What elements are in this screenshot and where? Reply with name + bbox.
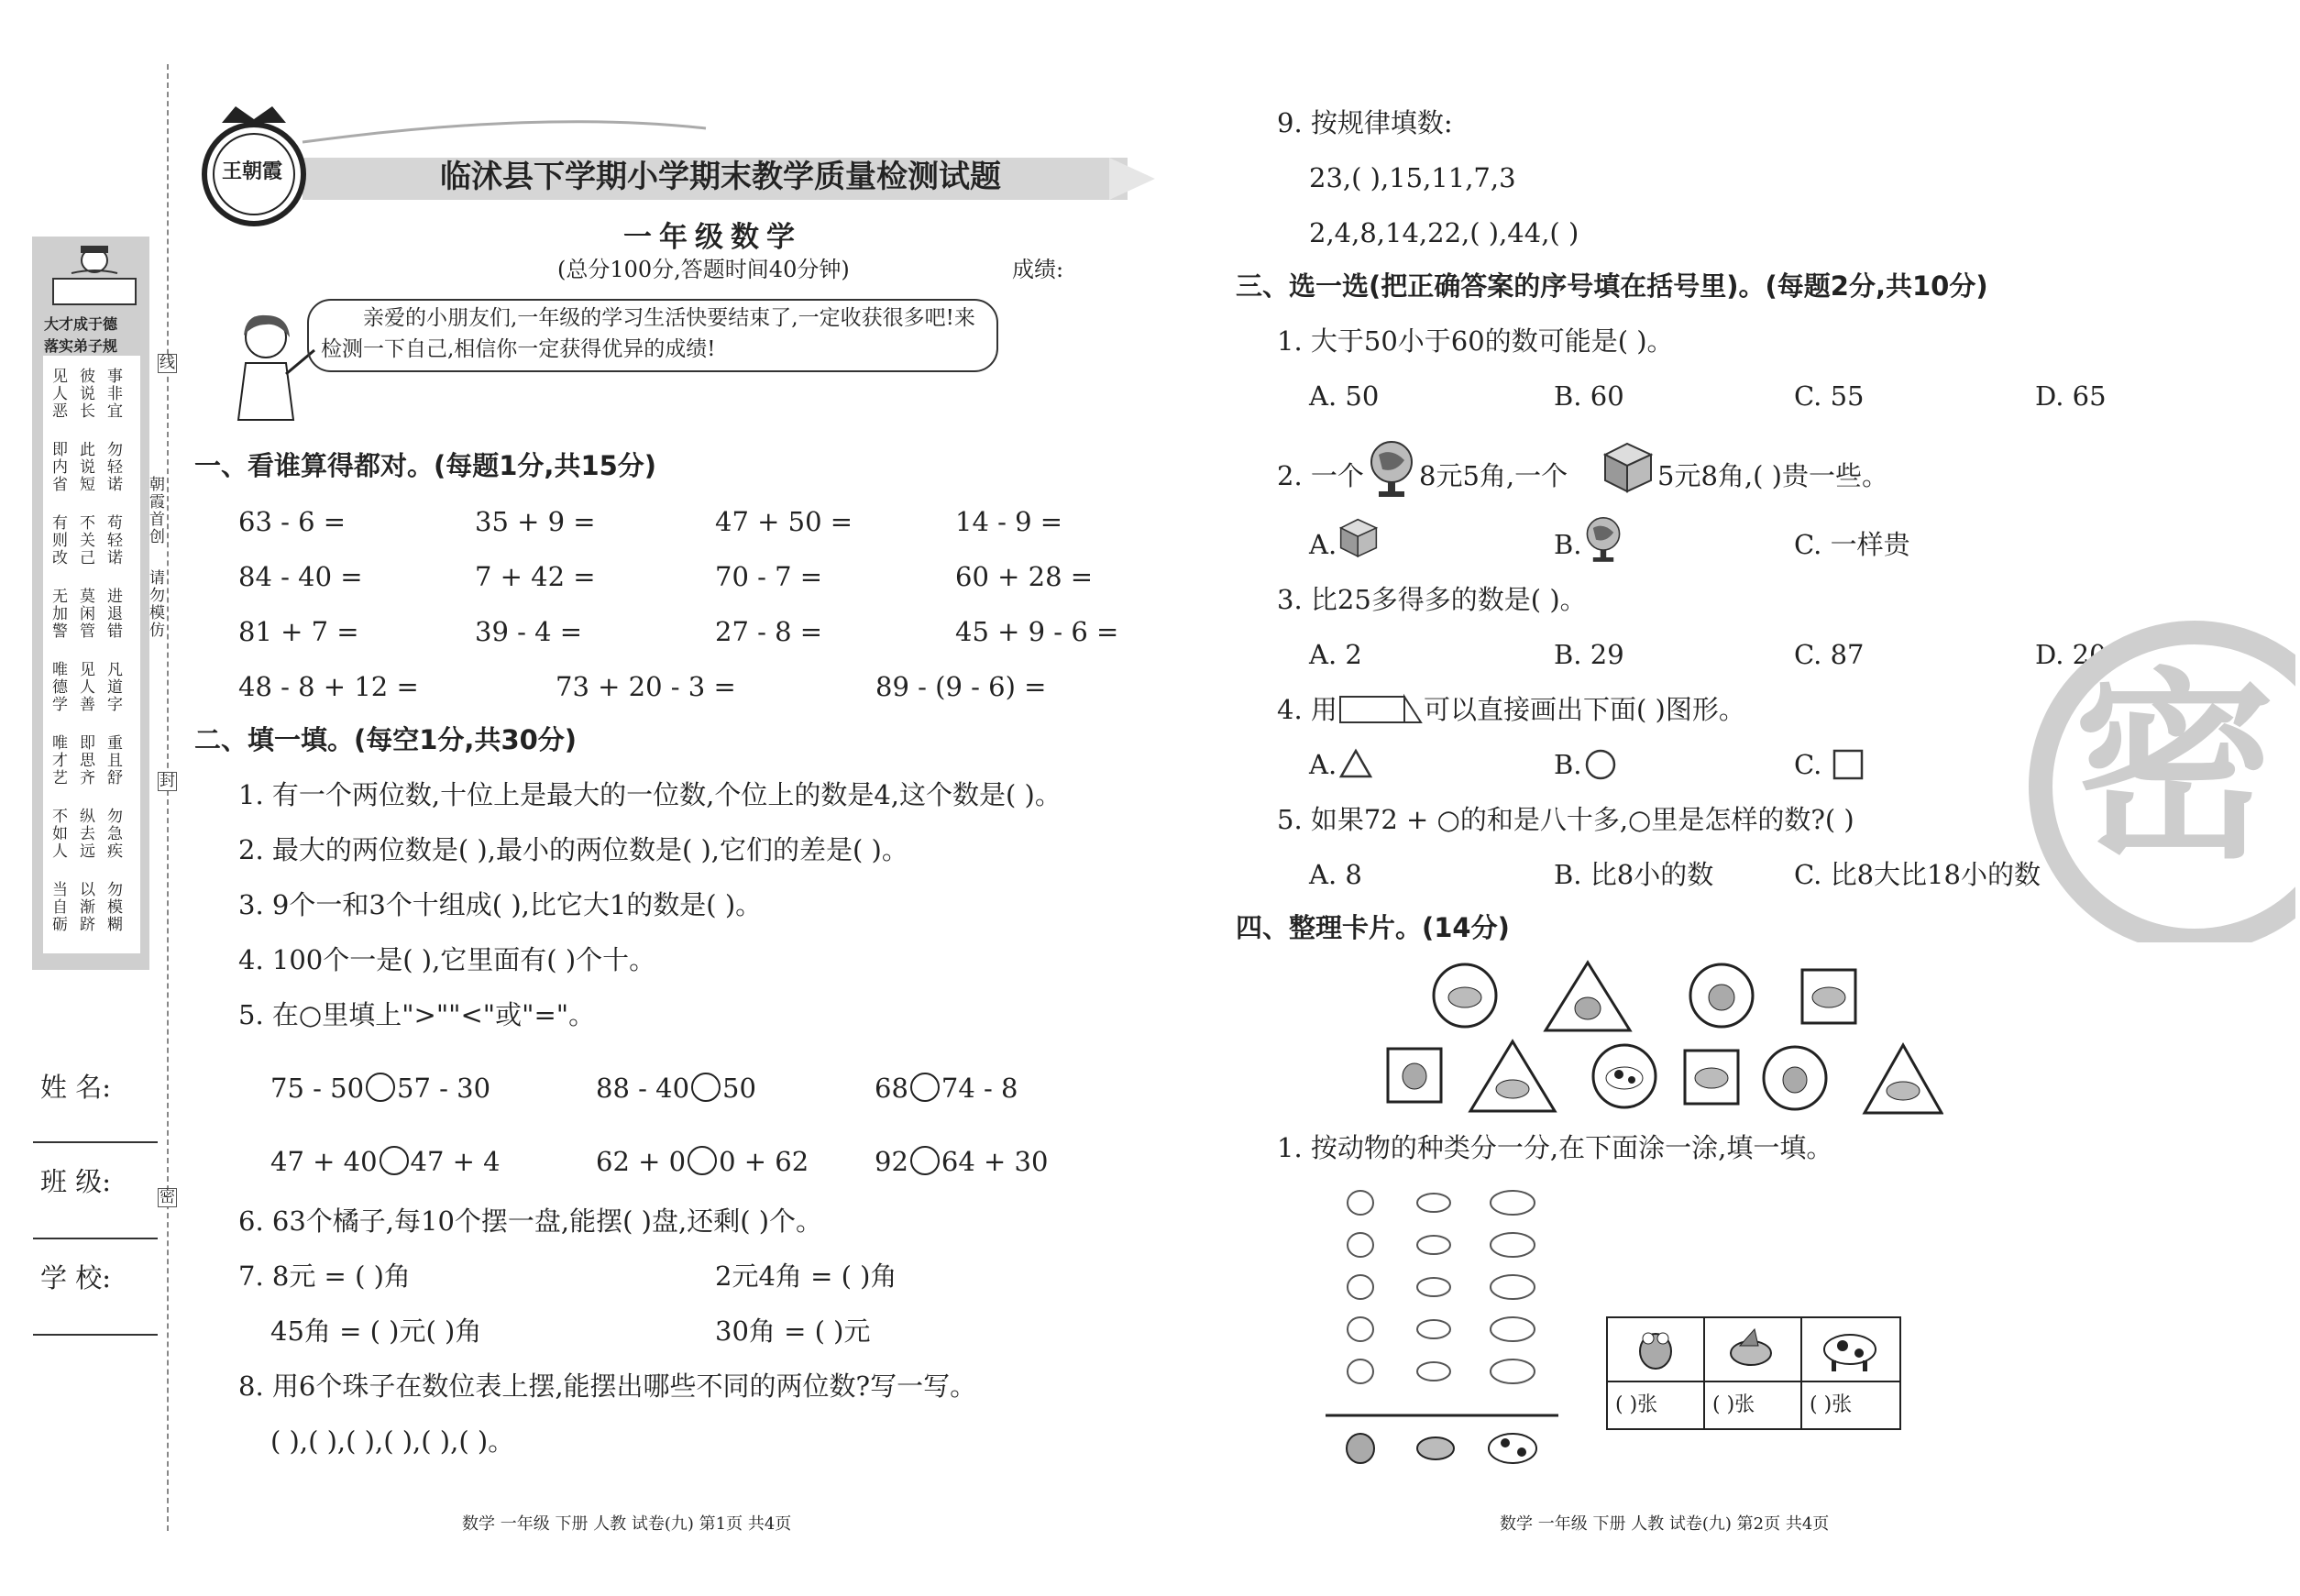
footer-right: 数学 一年级 下册 人教 试卷(九) 第2页 共4页 <box>1500 1514 1830 1534</box>
compare-circle[interactable] <box>380 1146 409 1175</box>
verse: 勿模糊 <box>107 881 123 934</box>
option[interactable]: C. 55 <box>1794 380 1865 412</box>
option[interactable]: C. <box>1794 749 1822 780</box>
rubiks-cube-icon <box>1600 438 1656 495</box>
verse: 无加警 <box>52 588 68 641</box>
verse: 勿轻诺 <box>107 441 123 494</box>
bird-card-icon <box>1685 1051 1738 1104</box>
motto-bottom: 落实弟子规 <box>44 337 118 355</box>
frog-card-icon <box>1764 1047 1826 1109</box>
fold-mark: 线 <box>160 354 175 372</box>
q2-part-c: 5元8角,( )贵一些。 <box>1657 460 1888 491</box>
q2-part-a: 2. 一个 <box>1277 460 1364 491</box>
question-3-3: 3. 比25多得多的数是( )。 <box>1277 584 1587 615</box>
calc-item: 60 + 28 = <box>955 561 1094 592</box>
question-2-6: 6. 63个橘子,每10个摆一盘,能摆( )盘,还剩( )个。 <box>238 1205 823 1237</box>
calc-item: 84 - 40 = <box>238 561 363 592</box>
option[interactable]: A. <box>1309 749 1337 780</box>
verse: 彼说长 <box>80 368 95 421</box>
triangle-icon <box>1338 748 1373 779</box>
question-2-8: 8. 用6个珠子在数位表上摆,能摆出哪些不同的两位数?写一写。 <box>238 1370 977 1402</box>
watermark-char: 密 <box>2074 651 2276 886</box>
question-2-7a: 7. 8元 = ( )角 <box>238 1260 411 1292</box>
rubiks-cube-icon <box>1337 515 1381 559</box>
score-label: 成绩: <box>1012 257 1064 282</box>
verse: 见人善 <box>80 661 95 714</box>
option[interactable]: C. 一样贵 <box>1794 529 1910 560</box>
compare-item <box>270 1146 501 1175</box>
compare-left: 62 + 0 <box>596 1146 687 1177</box>
count-cell[interactable]: ( )张 <box>1810 1393 1853 1416</box>
bird-icon <box>1722 1326 1782 1375</box>
question-3-5: 5. 如果72 + ○的和是八十多,○里是怎样的数?( ) <box>1277 804 1854 835</box>
square-shape-icon <box>1832 748 1865 781</box>
pictograph-grid[interactable] <box>1320 1183 1568 1476</box>
compare-item <box>596 1073 756 1102</box>
globe-icon <box>1364 436 1419 501</box>
question-2-7c: 45角 = ( )元( )角 <box>270 1315 482 1347</box>
question-2-7d: 30角 = ( )元 <box>715 1315 871 1347</box>
option[interactable]: A. 2 <box>1309 639 1362 670</box>
count-table <box>1606 1316 1901 1430</box>
option[interactable]: B. 60 <box>1554 380 1624 412</box>
calc-item: 89 - (9 - 6) = <box>875 671 1047 702</box>
verse: 当自砺 <box>52 881 68 934</box>
compare-circle[interactable] <box>366 1073 395 1102</box>
calc-item: 39 - 4 = <box>475 616 583 647</box>
question-2-2: 2. 最大的两位数是( ),最小的两位数是( ),它们的差是( )。 <box>238 834 908 865</box>
vertical-note: 朝霞首创 <box>149 476 165 546</box>
compare-item <box>875 1073 1018 1102</box>
compare-left: 88 - 40 <box>596 1073 690 1104</box>
compare-left: 92 <box>875 1146 908 1177</box>
question-2-4: 4. 100个一是( ),它里面有( )个十。 <box>238 944 656 975</box>
option[interactable]: B. <box>1554 749 1582 780</box>
question-4-1: 1. 按动物的种类分一分,在下面涂一涂,填一填。 <box>1277 1132 1833 1163</box>
count-cell[interactable]: ( )张 <box>1615 1393 1658 1416</box>
dashed-fold-line <box>167 64 169 1531</box>
question-2-9: 9. 按规律填数: <box>1277 107 1453 138</box>
calc-item: 35 + 9 = <box>475 506 596 537</box>
option[interactable]: D. 20 <box>2035 639 2107 670</box>
verse: 不关己 <box>80 514 95 567</box>
compare-circle[interactable] <box>910 1073 940 1102</box>
logo-text: 王朝霞 <box>222 160 283 183</box>
verse: 不如人 <box>52 808 68 861</box>
speech-text: 亲爱的小朋友们,一年级的学习生活快要结束了,一定收获很多吧!来检测一下自己,相信你一定获得优异的成绩! <box>321 306 975 361</box>
calc-item: 81 + 7 = <box>238 616 359 647</box>
verse: 事非宜 <box>107 368 123 421</box>
class-field[interactable] <box>33 1238 158 1239</box>
school-label: 学 校: <box>40 1262 111 1293</box>
frog-card-icon <box>1546 963 1630 1030</box>
scholar-figure-icon <box>44 240 145 314</box>
compare-left: 47 + 40 <box>270 1146 378 1177</box>
option[interactable]: A. 50 <box>1309 380 1380 412</box>
option[interactable]: B. 比8小的数 <box>1554 859 1714 890</box>
compare-left: 75 - 50 <box>270 1073 365 1104</box>
compare-circle[interactable] <box>691 1073 721 1102</box>
verse: 苟轻诺 <box>107 514 123 567</box>
compare-right: 47 + 4 <box>410 1146 501 1177</box>
verse: 勿急疾 <box>107 808 123 861</box>
option[interactable]: B. 29 <box>1554 639 1624 670</box>
name-field[interactable] <box>33 1141 158 1143</box>
school-field[interactable] <box>33 1334 158 1336</box>
section2-heading: 二、填一填。(每空1分,共30分) <box>194 724 578 755</box>
question-3-2 <box>1277 460 1364 491</box>
verse: 莫闲管 <box>80 588 95 641</box>
option[interactable]: C. 87 <box>1794 639 1865 670</box>
bird-card-icon <box>1470 1041 1555 1111</box>
option[interactable]: B. <box>1554 529 1582 560</box>
calc-item: 14 - 9 = <box>955 506 1063 537</box>
compare-right: 64 + 30 <box>941 1146 1049 1177</box>
frog-icon <box>1628 1324 1683 1375</box>
question-2-9a: 23,( ),15,11,7,3 <box>1309 162 1516 193</box>
question-3-1: 1. 大于50小于60的数可能是( )。 <box>1277 325 1674 357</box>
compare-right: 57 - 30 <box>397 1073 491 1104</box>
section3-heading: 三、选一选(把正确答案的序号填在括号里)。(每题2分,共10分) <box>1236 270 1988 302</box>
option[interactable]: D. 65 <box>2035 380 2107 412</box>
bird-card-icon <box>1865 1045 1942 1113</box>
verse: 凡道字 <box>107 661 123 714</box>
calc-item: 48 - 8 + 12 = <box>238 671 419 702</box>
compare-item <box>875 1146 1048 1175</box>
calc-item: 47 + 50 = <box>715 506 853 537</box>
question-2-3: 3. 9个一和3个十组成( ),比它大1的数是( )。 <box>238 889 763 920</box>
option[interactable]: A. <box>1309 529 1337 560</box>
teacher-illustration-icon <box>218 310 319 424</box>
exam-subtitle: (总分100分,答题时间40分钟) <box>557 257 850 282</box>
question-2-7b: 2元4角 = ( )角 <box>715 1260 897 1292</box>
circle-shape-icon <box>1584 748 1617 781</box>
compare-right: 50 <box>722 1073 756 1104</box>
calc-item: 7 + 42 = <box>475 561 596 592</box>
count-cell[interactable]: ( )张 <box>1712 1393 1755 1416</box>
bird-card-icon <box>1802 970 1855 1023</box>
compare-left: 68 <box>875 1073 908 1104</box>
question-2-9b: 2,4,8,14,22,( ),44,( ) <box>1309 217 1579 248</box>
verse: 此说短 <box>80 441 95 494</box>
motto-top: 大才成于德 <box>44 315 118 333</box>
q2-part-b: 8元5角,一个 <box>1419 460 1568 491</box>
compare-circle[interactable] <box>910 1146 940 1175</box>
verse: 即内省 <box>52 441 68 494</box>
option[interactable]: C. 比8大比18小的数 <box>1794 859 2041 890</box>
cow-card-icon <box>1593 1045 1656 1107</box>
calc-item: 27 - 8 = <box>715 616 823 647</box>
compare-right: 0 + 62 <box>719 1146 809 1177</box>
verse: 以渐跻 <box>80 881 95 934</box>
question-3-4-a: 4. 用 <box>1277 694 1337 725</box>
verse: 即思齐 <box>80 734 95 787</box>
fold-mark: 封 <box>160 772 175 790</box>
verse: 纵去远 <box>80 808 95 861</box>
verse: 重且舒 <box>107 734 123 787</box>
verse: 唯德学 <box>52 661 68 714</box>
calc-item: 63 - 6 = <box>238 506 347 537</box>
section1-heading: 一、看谁算得都对。(每题1分,共15分) <box>194 450 657 481</box>
page-title: 临沭县下学期小学期末教学质量检测试题 <box>440 159 1001 195</box>
compare-item <box>270 1073 490 1102</box>
class-label: 班 级: <box>40 1166 111 1197</box>
compare-circle[interactable] <box>688 1146 717 1175</box>
triangular-prism-icon <box>1338 693 1423 726</box>
question-2-5: 5. 在○里填上">""<"或"="。 <box>238 999 596 1030</box>
globe-icon <box>1581 513 1625 565</box>
cow-icon <box>1815 1326 1885 1375</box>
calc-item: 70 - 7 = <box>715 561 823 592</box>
calc-item: 73 + 20 - 3 = <box>556 671 736 702</box>
footer-left: 数学 一年级 下册 人教 试卷(九) 第1页 共4页 <box>462 1514 792 1534</box>
question-2-8-blanks: ( ),( ),( ),( ),( ),( )。 <box>270 1425 515 1457</box>
vertical-note: 请勿模仿 <box>149 569 165 640</box>
frog-card-icon <box>1690 964 1753 1027</box>
compare-item <box>596 1146 809 1175</box>
bird-card-icon <box>1434 964 1496 1027</box>
animal-cards <box>1375 953 1943 1118</box>
section4-heading: 四、整理卡片。(14分) <box>1236 912 1510 943</box>
verse-columns <box>51 369 134 955</box>
verse: 见人恶 <box>52 368 68 421</box>
fold-mark: 密 <box>160 1188 175 1206</box>
question-2-1: 1. 有一个两位数,十位上是最大的一位数,个位上的数是4,这个数是( )。 <box>238 779 1062 810</box>
verse: 唯才艺 <box>52 734 68 787</box>
calc-item: 45 + 9 - 6 = <box>955 616 1119 647</box>
option[interactable]: A. 8 <box>1309 859 1362 890</box>
name-label: 姓 名: <box>40 1072 111 1103</box>
question-3-4-b: 可以直接画出下面( )图形。 <box>1424 694 1745 725</box>
subject-title: 一年级数学 <box>623 221 802 254</box>
frog-card-icon <box>1388 1049 1441 1102</box>
verse: 进退错 <box>107 588 123 641</box>
verse: 有则改 <box>52 514 68 567</box>
compare-right: 74 - 8 <box>941 1073 1018 1104</box>
